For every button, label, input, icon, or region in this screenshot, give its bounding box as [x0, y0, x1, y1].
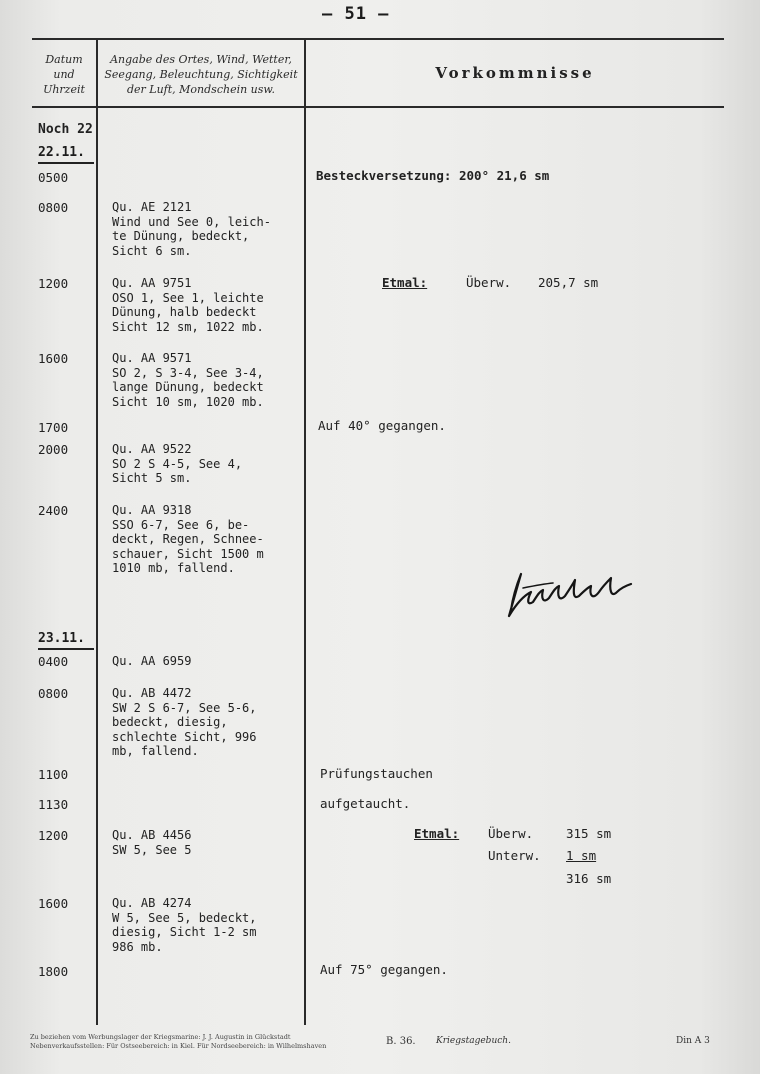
header-datum — [32, 52, 96, 97]
time: 1600 — [38, 896, 69, 911]
time: 2400 — [38, 503, 69, 518]
position-weather: Qu. AA 9571 SO 2, S 3-4, See 3-4, lange Dünung, bedeckt Sicht 10 sm, 1020 mb. — [112, 351, 264, 409]
time: 1200 — [38, 276, 69, 291]
time: 0800 — [38, 686, 69, 701]
date-1-underline — [38, 162, 94, 164]
event: aufgetaucht. — [320, 796, 411, 811]
footer-form: B. 36. — [386, 1036, 416, 1047]
handwritten-signature — [503, 566, 653, 626]
etmal-2-row1-value: 315 sm — [566, 826, 612, 841]
header-angabe — [98, 52, 304, 97]
footer-publisher: Zu beziehen vom Werbungslager der Kriegsmarine: J. J. Augustin in Glückstadt Nebenverkaufsstellen: Für Ostseebereich: in Kiel. Für Nordseebereich: in Wilhelmshaven — [30, 1033, 327, 1050]
etmal-1-kind: Überw. — [466, 275, 512, 290]
position-weather: Qu. AA 9751 OSO 1, See 1, leichte Dünung, halb bedeckt Sicht 12 sm, 1022 mb. — [112, 276, 264, 334]
date-1: 22.11. — [38, 145, 85, 160]
etmal-2-label: Etmal: — [414, 826, 460, 841]
footer-title: Kriegstagebuch. — [436, 1036, 511, 1046]
position-weather: Qu. AB 4456 SW 5, See 5 — [112, 828, 192, 857]
time: 0500 — [38, 170, 69, 185]
continued-label: Noch 22 — [38, 122, 93, 137]
header-line: Seegang, Beleuchtung, Sichtigkeit — [104, 68, 298, 81]
time: 0800 — [38, 200, 69, 215]
position-weather: Qu. AA 9318 SSO 6-7, See 6, be- deckt, Regen, Schnee- schauer, Sicht 1500 m 1010 mb, fallend. — [112, 503, 264, 575]
time: 1200 — [38, 828, 69, 843]
top-rule — [32, 38, 724, 40]
time: 2000 — [38, 442, 69, 457]
header-line: Uhrzeit — [43, 83, 85, 96]
header-line: der Luft, Mondschein usw. — [126, 83, 276, 96]
etmal-1-value: 205,7 sm — [538, 275, 599, 290]
event: Auf 40° gegangen. — [318, 418, 446, 433]
time: 0400 — [38, 654, 69, 669]
position-weather: Qu. AB 4274 W 5, See 5, bedeckt, diesig, Sicht 1-2 sm 986 mb. — [112, 896, 257, 954]
page-number: – 51 – — [322, 4, 390, 24]
event: Besteckversetzung: 200° 21,6 sm — [316, 168, 550, 183]
event: Prüfungstauchen — [320, 766, 433, 781]
date-2-underline — [38, 648, 94, 650]
time: 1130 — [38, 797, 69, 812]
col-divider-2 — [304, 40, 306, 1025]
etmal-2-row2-value: 1 sm — [566, 848, 597, 863]
position-weather: Qu. AA 9522 SO 2 S 4-5, See 4, Sicht 5 sm. — [112, 442, 243, 485]
date-2: 23.11. — [38, 631, 85, 646]
etmal-2-row1-kind: Überw. — [488, 826, 534, 841]
position-weather: Qu. AE 2121 Wind und See 0, leich- te Dünung, bedeckt, Sicht 6 sm. — [112, 200, 271, 258]
position-weather: Qu. AB 4472 SW 2 S 6-7, See 5-6, bedeckt, diesig, schlechte Sicht, 996 mb, fallend. — [112, 686, 257, 758]
header-vorkommnisse: Vorkommnisse — [435, 64, 595, 82]
etmal-2-row2-kind: Unterw. — [488, 848, 541, 863]
header-line: Angabe des Ortes, Wind, Wetter, — [110, 53, 292, 66]
time: 1700 — [38, 420, 69, 435]
etmal-1-label: Etmal: — [382, 275, 428, 290]
etmal-2-total: 316 sm — [566, 871, 612, 886]
time: 1800 — [38, 964, 69, 979]
time: 1600 — [38, 351, 69, 366]
event: Auf 75° gegangen. — [320, 962, 448, 977]
position-weather: Qu. AA 6959 — [112, 654, 192, 668]
header-rule — [32, 106, 724, 108]
footer-size: Din A 3 — [676, 1036, 710, 1046]
time: 1100 — [38, 767, 69, 782]
header-line: und — [53, 68, 75, 81]
col-divider-1 — [96, 40, 98, 1025]
header-line: Datum — [45, 53, 83, 66]
